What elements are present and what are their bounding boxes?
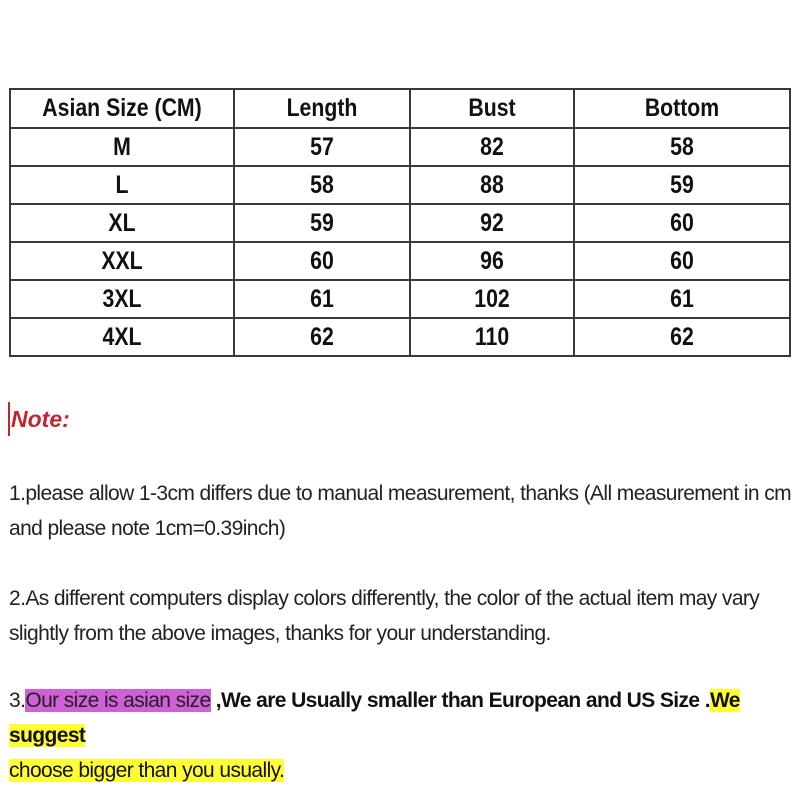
- bust-cell: 96: [422, 242, 561, 280]
- size-cell: XL: [27, 204, 217, 242]
- note-line-3-prefix: 3.: [9, 689, 26, 712]
- bust-cell: 110: [422, 318, 561, 356]
- size-cell: L: [27, 166, 217, 204]
- size-chart-table: [9, 88, 791, 357]
- table-header-row: [10, 89, 790, 128]
- length-cell: 61: [247, 280, 397, 318]
- bust-cell: 88: [422, 166, 561, 204]
- table-row: [10, 166, 790, 204]
- length-cell: 62: [247, 318, 397, 356]
- size-cell: XXL: [27, 242, 217, 280]
- size-warning-text: ,We are Usually smaller than European and US Size .: [210, 689, 710, 712]
- header-bottom: Bottom: [590, 89, 774, 128]
- note-line-2: 2.As different computers display colors differently, the color of the actual item may vary slightly from the above images, thanks for your understanding.: [9, 587, 760, 645]
- table-row: [10, 204, 790, 242]
- length-cell: 58: [247, 166, 397, 204]
- length-cell: 59: [247, 204, 397, 242]
- size-cell: 3XL: [27, 280, 217, 318]
- asian-size-highlight: Our size is asian size: [25, 689, 211, 712]
- table-row: [10, 128, 790, 166]
- length-cell: 57: [247, 128, 397, 166]
- bottom-cell: 59: [590, 166, 774, 204]
- size-cell: 4XL: [27, 318, 217, 356]
- table-row: [10, 242, 790, 280]
- header-length: Length: [247, 89, 397, 128]
- choose-bigger-highlight: choose bigger than you usually.: [9, 759, 285, 782]
- bust-cell: 102: [422, 280, 561, 318]
- note-line-3: [9, 683, 794, 788]
- bust-cell: 92: [422, 204, 561, 242]
- bottom-cell: 58: [590, 128, 774, 166]
- size-cell: M: [27, 128, 217, 166]
- table-row: [10, 280, 790, 318]
- suggest-highlight: We suggest: [9, 689, 740, 747]
- note-title: Note:: [8, 402, 70, 436]
- header-bust: Bust: [422, 89, 561, 128]
- bottom-cell: 60: [590, 242, 774, 280]
- length-cell: 60: [247, 242, 397, 280]
- note-line-1: 1.please allow 1-3cm differs due to manual measurement, thanks (All measurement in cm and please note 1cm=0.39inch): [9, 482, 791, 540]
- table-row: [10, 318, 790, 356]
- bottom-cell: 62: [590, 318, 774, 356]
- bottom-cell: 60: [590, 204, 774, 242]
- header-asian-size: Asian Size (CM): [27, 89, 217, 128]
- bottom-cell: 61: [590, 280, 774, 318]
- bust-cell: 82: [422, 128, 561, 166]
